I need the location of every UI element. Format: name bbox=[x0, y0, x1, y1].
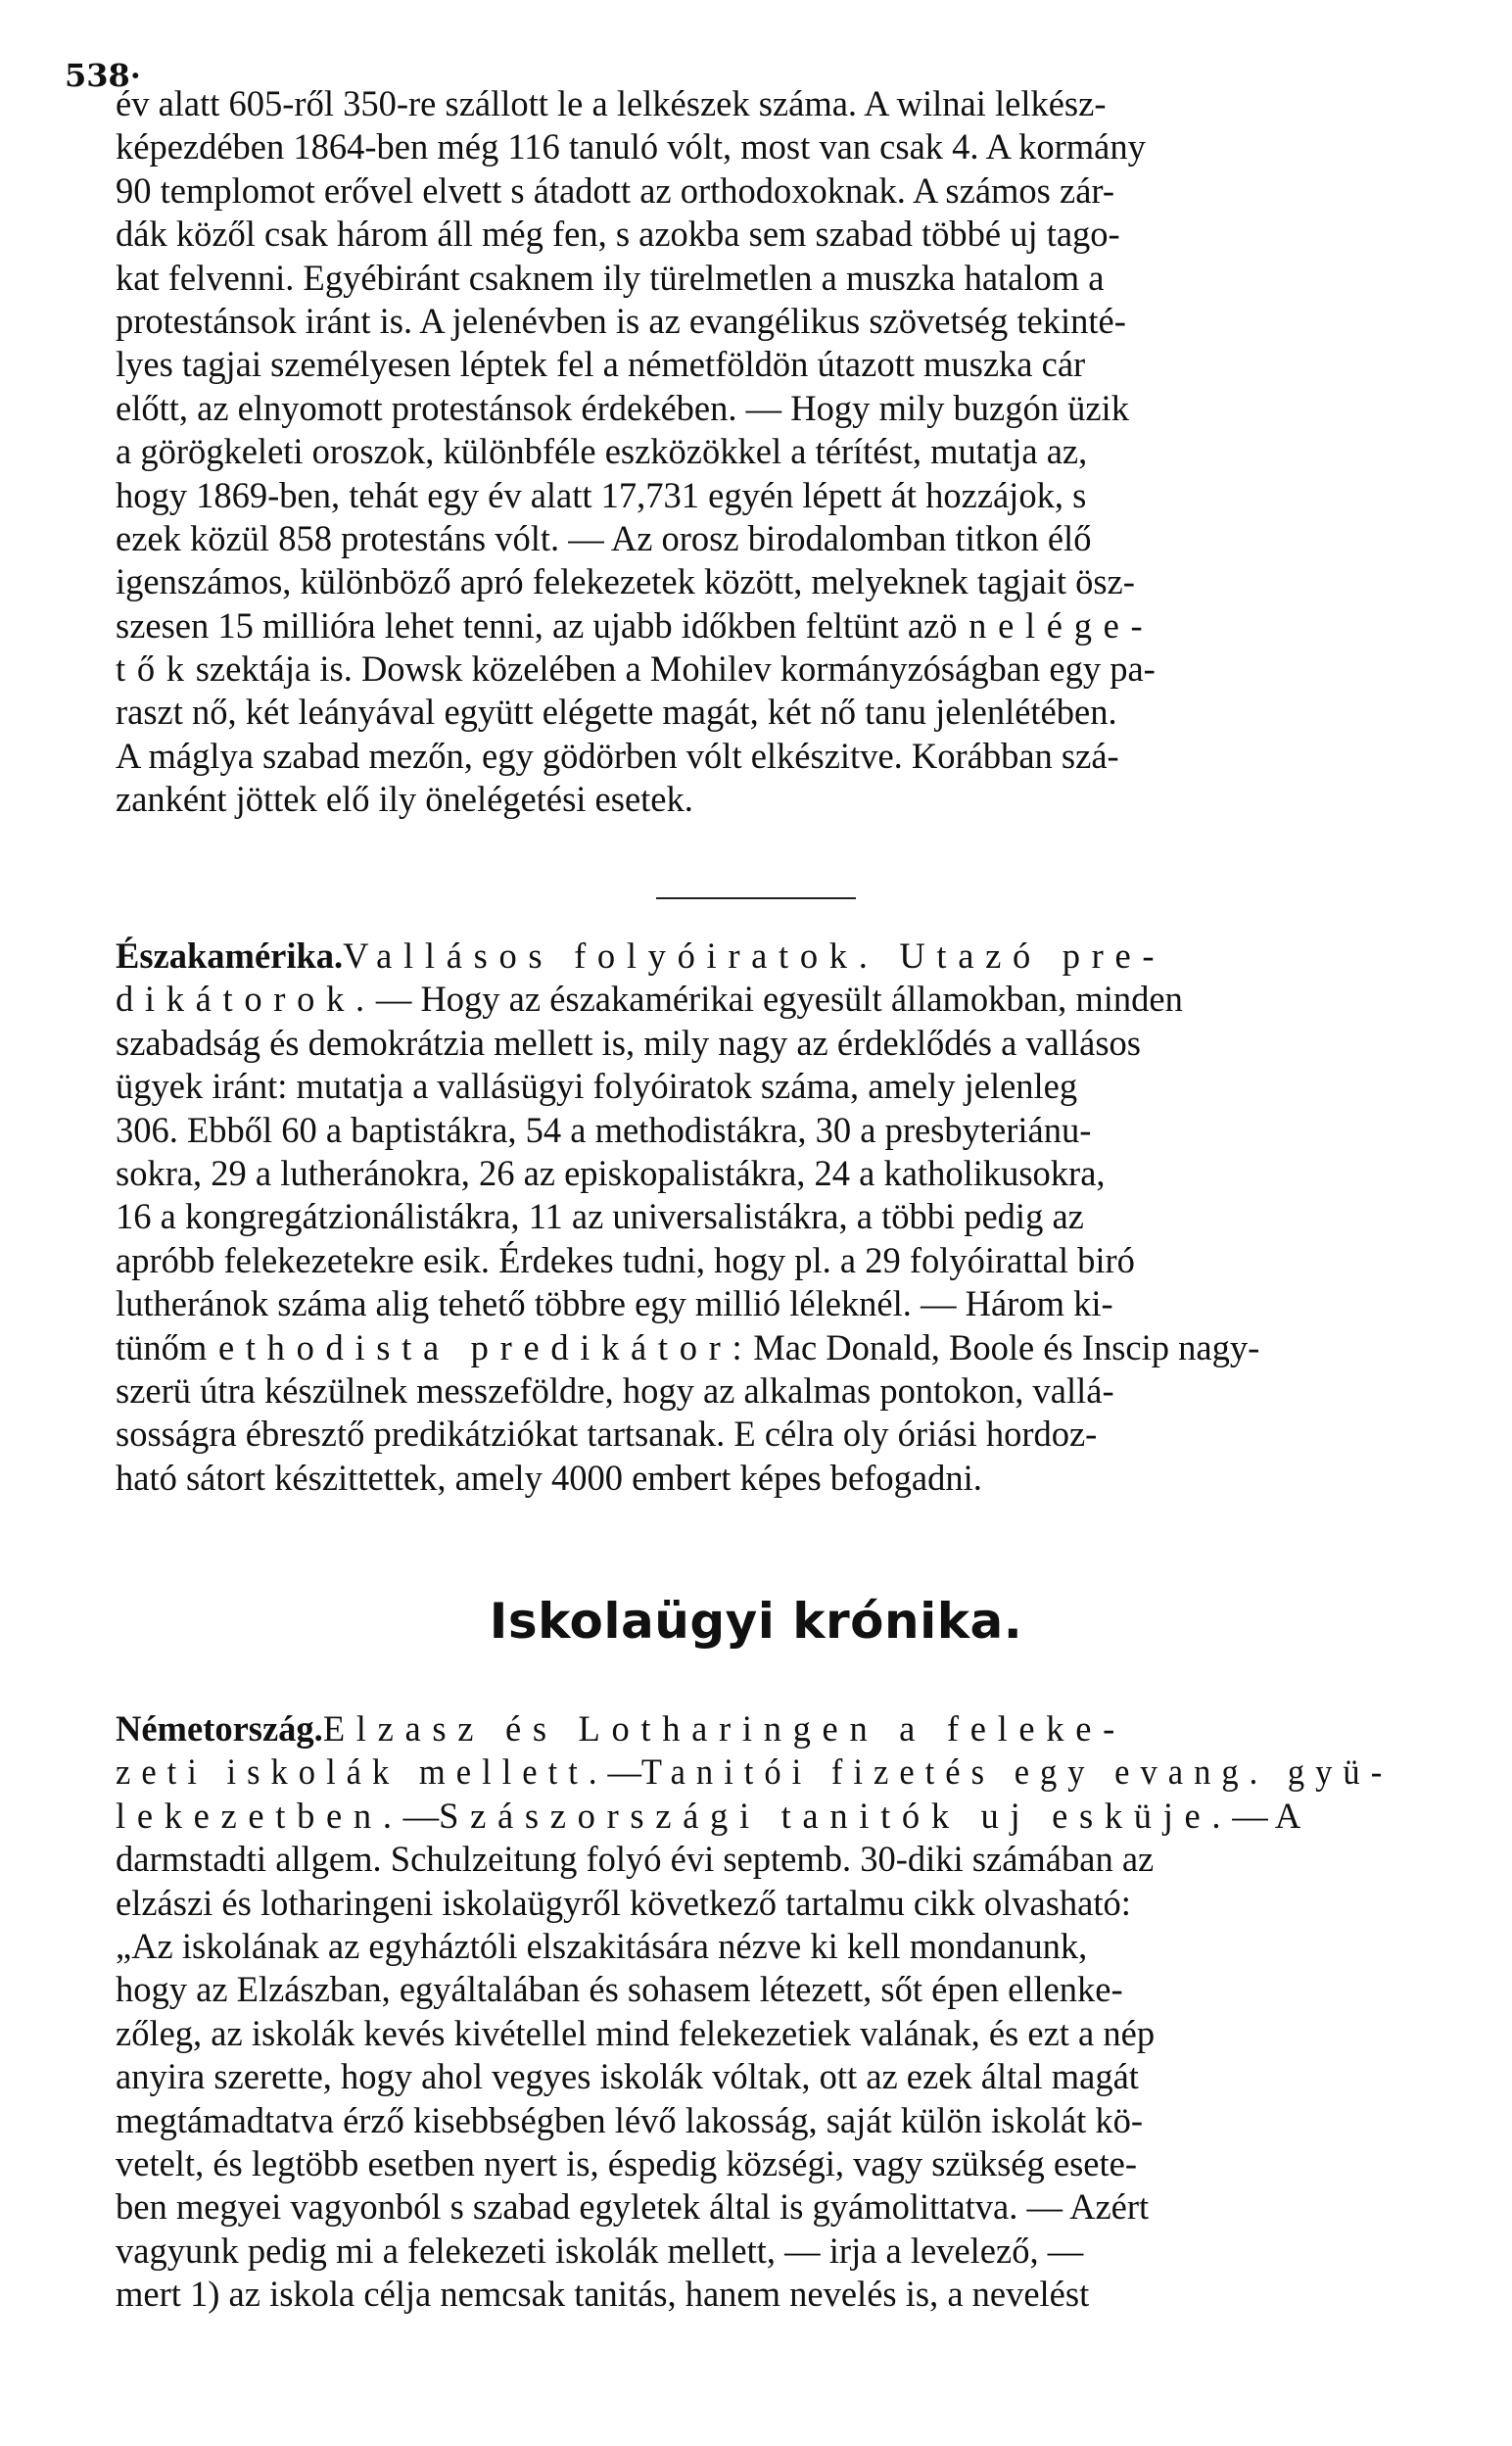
spaced-emphasis: önelége- bbox=[939, 604, 1155, 646]
section-divider bbox=[656, 897, 856, 899]
page-number: 538· bbox=[65, 57, 141, 94]
text-line: lutheránok száma alig tehető többre egy millió léleknél. — Három ki- bbox=[116, 1283, 1113, 1324]
text-line: zőleg, az iskolák kevés kivétellel mind felekezetiek valának, és ezt a nép bbox=[116, 2012, 1156, 2053]
paragraph-germany bbox=[116, 1707, 1393, 2316]
text-line: a görögkeleti oroszok, különbféle eszközökkel a térítést, mutatja az, bbox=[116, 431, 1088, 472]
spaced-emphasis: Szászországi tanitók uj esküje. bbox=[439, 1795, 1233, 1836]
text-line: kat felvenni. Egyébiránt csaknem ily türelmetlen a muszka hatalom a bbox=[116, 257, 1105, 298]
text-line: előtt, az elnyomott protestánsok érdekében. — Hogy mily buzgón üzik bbox=[116, 387, 1129, 428]
text-line: 90 templomot erővel elvett s átadott az orthodoxoknak. A számos zár- bbox=[116, 169, 1114, 211]
text-line: hogy 1869-ben, tehát egy év alatt 17,731 egyén lépett át hozzájok, s bbox=[116, 474, 1087, 515]
text-line: darmstadti allgem. Schulzeitung folyó évi septemb. 30-diki számában az bbox=[116, 1839, 1155, 1880]
spaced-emphasis: methodista predikátor: bbox=[178, 1326, 754, 1367]
paragraph-north-america bbox=[116, 935, 1393, 1500]
text-line: lekezetben.—Szászországi tanitók uj esküje.— A bbox=[116, 1795, 1393, 1838]
text-line: év alatt 605-ről 350-re szállott le a lelkészek száma. A wilnai lelkész- bbox=[116, 83, 1107, 123]
text-line: szerü útra készülnek messzeföldre, hogy az alkalmas pontokon, vallá- bbox=[116, 1369, 1114, 1411]
section-title-germany: Németország. bbox=[116, 1708, 323, 1749]
spaced-emphasis: tők bbox=[116, 648, 196, 690]
text-line: ezek közül 858 protestáns vólt. — Az orosz birodalomban titkon élő bbox=[116, 517, 1092, 558]
text-line: vagyunk pedig mi a felekezeti iskolák mellett, — irja a levelező, — bbox=[116, 2230, 1084, 2271]
text-line: lyes tagjai személyesen léptek fel a németföldön útazott muszka cár bbox=[116, 344, 1086, 385]
text-line bbox=[116, 1707, 1393, 1751]
text-line: képezdében 1864-ben még 116 tanuló vólt, most van csak 4. A kormány bbox=[116, 126, 1146, 168]
text-line: hogy az Elzászban, egyáltalában és sohasem létezett, sőt épen ellenke- bbox=[116, 1969, 1123, 2010]
spaced-emphasis: lekezetben. bbox=[116, 1795, 403, 1836]
text-line: ügyek iránt: mutatja a vallásügyi folyóiratok száma, amely jelenleg bbox=[116, 1066, 1078, 1107]
spaced-emphasis: Elzasz és Lotharingen a feleke- bbox=[322, 1708, 1126, 1749]
text-line: szesen 15 millióra lehet tenni, az ujabb időkben feltünt azönelége- bbox=[116, 604, 1393, 647]
text-line: tőkszektája is. Dowsk közelében a Mohilev kormányzóságban egy pa- bbox=[116, 647, 1393, 691]
chapter-heading: Iskolaügyi krónika. bbox=[489, 1593, 1023, 1650]
text-line: zanként jöttek elő ily önelégetési esetek. bbox=[116, 779, 693, 820]
text-line: vetelt, és legtöbb esetben nyert is, éspedig községi, vagy szükség esete- bbox=[116, 2142, 1137, 2183]
text-line bbox=[116, 935, 1393, 978]
text-line: ben megyei vagyonból s szabad egyletek által is gyámolittatva. — Azért bbox=[116, 2186, 1150, 2228]
text-line: elzászi és lotharingeni iskolaügyről következő tartalmu cikk olvasható: bbox=[116, 1882, 1131, 1923]
text-line: apróbb felekezetekre esik. Érdekes tudni, hogy pl. a 29 folyóirattal biró bbox=[116, 1239, 1135, 1280]
text-line: dikátorok.— Hogy az északamérikai egyesült államokban, minden bbox=[116, 978, 1393, 1021]
text-line: ható sátort készittettek, amely 4000 embert képes befogadni. bbox=[116, 1457, 982, 1498]
spaced-emphasis: dikátorok. bbox=[116, 979, 376, 1020]
paragraph-russia bbox=[116, 82, 1393, 822]
spaced-emphasis: Vallásos folyóiratok. Utazó pre- bbox=[343, 935, 1166, 976]
spaced-emphasis: Tanitói fizetés egy evang. gyü- bbox=[640, 1751, 1394, 1793]
text-line: megtámadtatva érző kisebbségben lévő lakosság, saját külön iskolát kö- bbox=[116, 2099, 1144, 2140]
text-line: A máglya szabad mezőn, egy gödörben vólt elkészitve. Korábban szá- bbox=[116, 735, 1119, 776]
text-line: igenszámos, különböző apró felekezetek között, melyeknek tagjait ösz- bbox=[116, 561, 1135, 602]
text-line: zeti iskolák mellett.—Tanitói fizetés egy evang. gyü- bbox=[116, 1751, 1393, 1794]
text-line: raszt nő, két leányával együtt elégette magát, két nő tanu jelenlétében. bbox=[116, 692, 1117, 733]
text-line: 16 a kongregátzionálistákra, 11 az universalistákra, a többi pedig az bbox=[116, 1196, 1084, 1237]
text-line: „Az iskolának az egyháztóli elszakitására nézve ki kell mondanunk, bbox=[116, 1925, 1088, 1966]
text-line: protestánsok iránt is. A jelenévben is az evangélikus szövetség tekinté- bbox=[116, 300, 1126, 341]
spaced-emphasis: zeti iskolák mellett. bbox=[116, 1751, 608, 1793]
text-line: dák közől csak három áll még fen, s azokba sem szabad többé uj tago- bbox=[116, 214, 1120, 255]
text-line: 306. Ebből 60 a baptistákra, 54 a methodistákra, 30 a presbyteriánu- bbox=[116, 1109, 1092, 1150]
text-line: anyira szerette, hogy ahol vegyes iskolák vóltak, ott az ezek által magát bbox=[116, 2056, 1139, 2097]
text-line: sosságra ébresztő predikátziókat tartsanak. E célra oly óriási hordoz- bbox=[116, 1414, 1098, 1455]
text-line: mert 1) az iskola célja nemcsak tanitás, hanem nevelés is, a nevelést bbox=[116, 2274, 1090, 2315]
text-line: szabadság és demokrátzia mellett is, mily nagy az érdeklődés a vallásos bbox=[116, 1022, 1141, 1063]
text-line: sokra, 29 a lutheránokra, 26 az episkopalistákra, 24 a katholikusokra, bbox=[116, 1152, 1106, 1193]
text-line: tünőmethodista predikátor:Mac Donald, Boole és Inscip nagy- bbox=[116, 1326, 1393, 1369]
section-title-north-america: Északamérika. bbox=[116, 935, 344, 976]
